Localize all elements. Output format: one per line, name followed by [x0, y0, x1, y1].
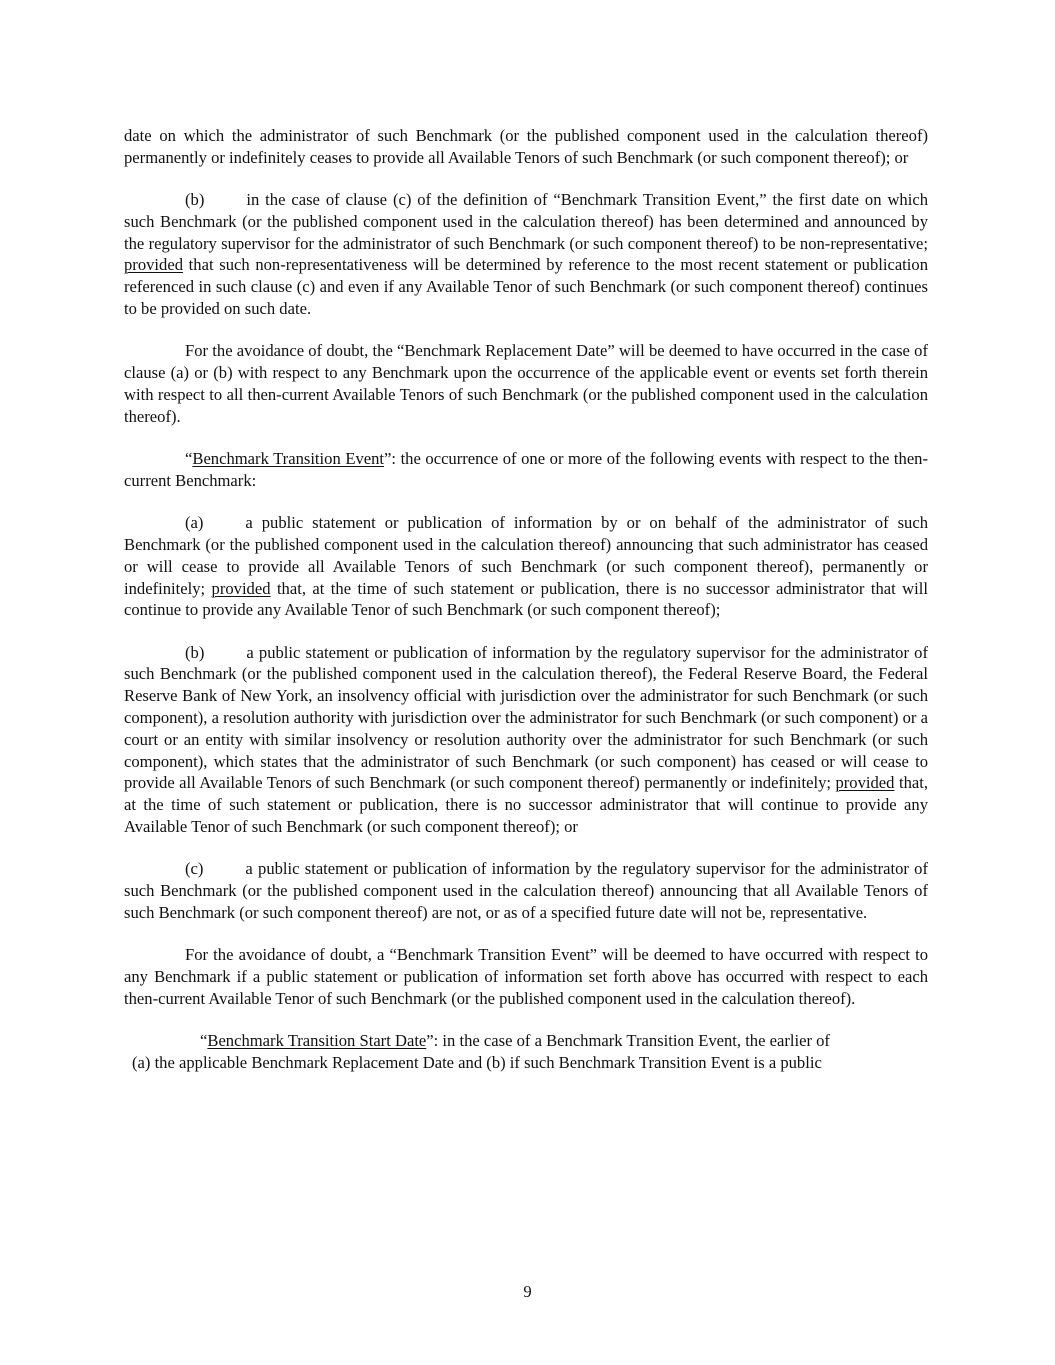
clause-text: a public statement or publication of information by the regulatory supervisor for the administrator of such Benchmark (or the published component used in the calculation thereof), the Federal Reserve Board, the Federal Reserve Bank of New York, an insolvency official with jurisdiction over the administrator for such Benchmark (or such component), a resolution authority with jurisdiction over the administrator for such Benchmark (or such component) or a court or an entity with similar insolvency or resolution authority over the administrator for such Benchmark (or such component), which states that the administrator of such Benchmark (or such component) has ceased or will cease to provide all Available Tenors of such Benchmark (or such component thereof) permanently or indefinitely; — [124, 642, 928, 793]
definition-line-1 — [124, 1030, 928, 1052]
page-number: 9 — [523, 1282, 532, 1301]
underlined-term: provided — [835, 773, 895, 793]
document-page — [124, 125, 928, 1074]
clause-label: (c) — [185, 859, 204, 879]
definition-text: ”: in the case of a Benchmark Transition Event, the earlier of — [426, 1031, 830, 1051]
paragraph-clause-c-transition — [124, 858, 928, 923]
clause-text: that such non-representativeness will be determined by reference to the most recent statement or publication referenced in such clause (c) and even if any Available Tenor of such Benchmark (or such component thereof) continues to be provided on such date. — [124, 255, 928, 319]
definition-line-2: (a) the applicable Benchmark Replacement Date and (b) if such Benchmark Transition Event is a public — [132, 1052, 822, 1072]
clause-text: that, at the time of such statement or publication, there is no successor administrator that will continue to provide any Available Tenor of such Benchmark (or such component thereof); or — [124, 773, 928, 837]
underlined-term: provided — [211, 578, 271, 598]
defined-term: Benchmark Transition Start Date — [207, 1031, 427, 1051]
clause-text: a public statement or publication of information by or on behalf of the administrator of such Benchmark (or the published component used in the calculation thereof) announcing that such administrator has ceased or will cease to provide all Available Tenors of such Benchmark (or such component thereof), permanently or indefinitely; — [124, 513, 928, 598]
open-quote: “ — [200, 1031, 208, 1051]
underlined-term: provided — [124, 255, 183, 275]
paragraph-definition-transition-event — [124, 448, 928, 492]
clause-text: in the case of clause (c) of the definition of “Benchmark Transition Event,” the first date on which such Benchmark (or the published component used in the calculation thereof) has been determined and announced by the regulatory supervisor for the administrator of such Benchmark (or such component thereof) to be non-representative; — [124, 190, 928, 253]
clause-text: that, at the time of such statement or publication, there is no successor administrator that will continue to provide any Available Tenor of such Benchmark (or such component thereof); — [124, 578, 928, 620]
paragraph-clause-b-transition — [124, 642, 928, 838]
open-quote: “ — [185, 449, 193, 469]
definition-text: ”: the occurrence of one or more of the following events with respect to the then-current Benchmark: — [124, 449, 929, 490]
paragraph-clause-a-transition — [124, 512, 928, 621]
clause-label: (a) — [185, 513, 204, 533]
clause-label: (b) — [185, 190, 205, 210]
paragraph-clause-b-replacement-date — [124, 189, 928, 320]
paragraph-avoidance-of-doubt-transition: For the avoidance of doubt, a “Benchmark Transition Event” will be deemed to have occurred with respect to any Benchmark if a public statement or publication of information set forth above has occurred with respect to each then-current Available Tenor of such Benchmark (or the published component used in the calculation thereof). — [124, 945, 928, 1008]
paragraph-continued: date on which the administrator of such Benchmark (or the published component used in the calculation thereof) permanently or indefinitely ceases to provide all Available Tenors of such Benchmark (or such component thereof); or — [124, 126, 928, 167]
paragraph-definition-transition-start-date — [124, 1030, 928, 1074]
clause-text: a public statement or publication of information by the regulatory supervisor for the administrator of such Benchmark (or the published component used in the calculation thereof) announcing that all Available Tenors of such Benchmark (or such component thereof) are not, or as of a specified future date will not be, representative. — [124, 859, 928, 922]
defined-term: Benchmark Transition Event — [192, 449, 385, 469]
clause-label: (b) — [185, 642, 205, 662]
paragraph-avoidance-of-doubt-replacement: For the avoidance of doubt, the “Benchmark Replacement Date” will be deemed to have occurred in the case of clause (a) or (b) with respect to any Benchmark upon the occurrence of the applicable event or events set forth therein with respect to all then-current Available Tenors of such Benchmark (or the published component used in the calculation thereof). — [124, 341, 928, 426]
